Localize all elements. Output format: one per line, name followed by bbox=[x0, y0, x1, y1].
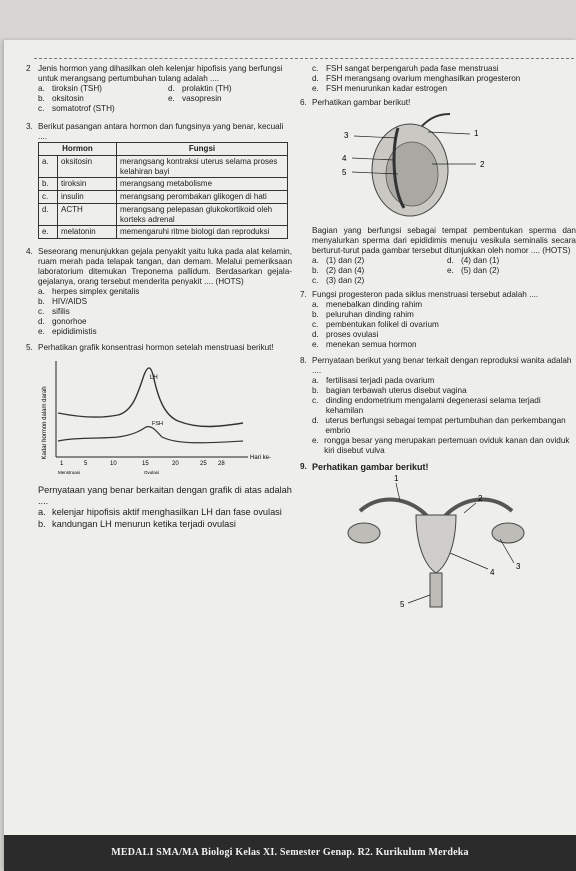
option[interactable]: c. dinding endometrium mengalami degenerasi selama terjadi kehamilan bbox=[312, 396, 541, 415]
hormone-graph bbox=[38, 353, 288, 481]
page-footer: MEDALI SMA/MA Biologi Kelas XI. Semester Genap. R2. Kurikulum Merdeka bbox=[4, 835, 576, 871]
graph-ylabel: Kadar hormon dalam darah bbox=[42, 386, 48, 460]
question-8 bbox=[300, 356, 576, 456]
option[interactable]: d. (4) dan (1) bbox=[447, 256, 500, 265]
label-1: 1 bbox=[474, 129, 479, 138]
label-3: 3 bbox=[516, 561, 521, 571]
lh-label: LH bbox=[150, 375, 158, 381]
option[interactable]: c. FSH sangat berpengaruh pada fase menstruasi bbox=[312, 64, 499, 73]
question-text: Jenis hormon yang dihasilkan oleh kelenjar hipofisis yang berfungsi untuk merangsang pertumbuhan tulang adalah .... bbox=[38, 64, 283, 83]
x-ticks bbox=[60, 461, 225, 467]
option[interactable]: e. FSH menurunkan kadar estrogen bbox=[312, 84, 448, 93]
question-text: Perhatikan grafik konsentrasi hormon setelah menstruasi berikut! bbox=[38, 343, 274, 352]
tick-label: 1 bbox=[60, 461, 64, 467]
question-number: 3. bbox=[26, 122, 33, 131]
question-5 bbox=[26, 343, 292, 530]
option[interactable]: e. epididimistis bbox=[38, 327, 97, 336]
option[interactable]: d. gonorhoe bbox=[38, 317, 87, 326]
options bbox=[38, 507, 292, 529]
question-number: 8. bbox=[300, 356, 307, 365]
question-number: 2 bbox=[26, 64, 31, 73]
question-2 bbox=[26, 64, 292, 114]
question-6 bbox=[300, 98, 576, 286]
option[interactable]: e. rongga besar yang merupakan pertemuan oviduk kanan dan oviduk kiri disebut vulva bbox=[312, 436, 570, 455]
tick-label: 25 bbox=[200, 461, 207, 467]
table-row[interactable]: c. insulin merangsang perombakan glikogen di hati bbox=[39, 191, 288, 204]
option[interactable]: e. menekan semua hormon bbox=[312, 340, 417, 349]
worksheet-page bbox=[4, 40, 576, 871]
left-oviduct bbox=[360, 499, 428, 516]
top-divider bbox=[34, 58, 574, 59]
option[interactable]: a. herpes simplex genitalis bbox=[38, 287, 140, 296]
fsh-label: FSH bbox=[152, 421, 163, 427]
vas-deferens-shape bbox=[422, 114, 450, 126]
label-2: 2 bbox=[478, 493, 483, 503]
question-7 bbox=[300, 290, 576, 350]
question-stem: Bagian yang berfungsi sebagai tempat pembentukan sperma dan menyalurkan sperma dari epididimis menuju vesikula seminalis secara berturut-turut pada gambar tersebut ditunjukkan oleh nomor .... (HOTS) bbox=[312, 226, 576, 255]
question-number: 9. bbox=[300, 462, 307, 471]
option[interactable]: a. kelenjar hipofisis aktif menghasilkan LH dan fase ovulasi bbox=[38, 507, 282, 518]
question-stem: Pernyataan yang benar berkaitan dengan grafik di atas adalah .... bbox=[38, 485, 292, 507]
question-text: Fungsi progesteron pada siklus menstruasi tersebut adalah .... bbox=[312, 290, 539, 299]
option[interactable]: a. (1) dan (2) bbox=[312, 256, 365, 265]
tick-label: 10 bbox=[110, 461, 117, 467]
options bbox=[312, 300, 576, 350]
label-4: 4 bbox=[342, 154, 347, 163]
label-5: 5 bbox=[342, 168, 347, 177]
uterus bbox=[416, 515, 456, 573]
label-2: 2 bbox=[480, 160, 485, 169]
option[interactable]: c. somatotrof (STH) bbox=[38, 104, 115, 113]
tick-label: 5 bbox=[84, 461, 88, 467]
option[interactable]: a. menebalkan dinding rahim bbox=[312, 300, 423, 309]
question-text: Perhatikan gambar berikut! bbox=[312, 462, 429, 472]
question-3 bbox=[26, 122, 292, 239]
table-row[interactable]: a. oksitosin merangsang kontraksi uterus selama proses kelahiran bayi bbox=[39, 155, 288, 178]
tick-label: 15 bbox=[142, 461, 149, 467]
left-ovary bbox=[348, 523, 380, 543]
label-line bbox=[464, 503, 476, 513]
option[interactable]: b. oksitosin bbox=[38, 94, 84, 103]
right-ovary bbox=[492, 523, 524, 543]
table-row[interactable]: b. tiroksin merangsang metabolisme bbox=[39, 178, 288, 191]
label-line bbox=[450, 553, 488, 569]
question-2-options-cont bbox=[312, 64, 576, 94]
question-text: Seseorang menunjukkan gejala penyakit yaitu luka pada alat kelamin, ruam merah pada telapak tangan, dan demam. Melalui pemeriksaan laboratorium ditemukan Treponema pallidum. Berdasarkan gejala-gejalanya, orang tersebut menderita penyakit .... (HOTS) bbox=[38, 247, 292, 286]
question-text: Pernyataan berikut yang benar terkait dengan reproduksi wanita adalah .... bbox=[312, 356, 572, 375]
question-number: 4. bbox=[26, 247, 33, 256]
label-1: 1 bbox=[394, 473, 399, 483]
left-column bbox=[26, 64, 292, 530]
right-column bbox=[300, 64, 576, 623]
option[interactable]: b. (2) dan (4) bbox=[312, 266, 365, 275]
fsh-line bbox=[58, 427, 243, 443]
tick-label: 28 bbox=[218, 461, 225, 467]
column-header: Hormon bbox=[39, 143, 117, 156]
label-line bbox=[428, 132, 470, 134]
table-row[interactable]: d. ACTH merangsang pelepasan glukokortikoid oleh korteks adrenal bbox=[39, 203, 288, 226]
female-reproductive-diagram bbox=[300, 473, 570, 623]
table-row[interactable]: e. melatonin memengaruhi ritme biologi dan reproduksi bbox=[39, 226, 288, 239]
option[interactable]: b. peluruhan dinding rahim bbox=[312, 310, 414, 319]
menstruasi-note: Menstruasi bbox=[58, 470, 81, 475]
option[interactable]: c. sifilis bbox=[38, 307, 70, 316]
question-text: Berikut pasangan antara hormon dan fungsinya yang benar, kecuali .... bbox=[38, 122, 284, 141]
ovulasi-note: Ovulasi bbox=[144, 470, 160, 475]
option[interactable]: d. FSH merangsang ovarium menghasilkan progesteron bbox=[312, 74, 521, 83]
hormone-table bbox=[38, 142, 288, 239]
option[interactable]: c. pembentukan folikel di ovarium bbox=[312, 320, 439, 329]
question-number: 5. bbox=[26, 343, 33, 352]
option[interactable]: a. tiroksin (TSH) bbox=[38, 84, 103, 93]
label-5: 5 bbox=[400, 599, 405, 609]
question-9 bbox=[300, 462, 576, 623]
option[interactable]: b. HIV/AIDS bbox=[38, 297, 88, 306]
option[interactable]: d. prolaktin (TH) bbox=[168, 84, 232, 93]
options bbox=[38, 287, 292, 337]
option[interactable]: d. proses ovulasi bbox=[312, 330, 379, 339]
column-header: Fungsi bbox=[117, 143, 288, 156]
testis-diagram bbox=[300, 108, 564, 224]
vagina bbox=[430, 573, 442, 607]
option[interactable]: c. (3) dan (2) bbox=[312, 276, 365, 285]
options bbox=[312, 256, 576, 286]
question-text: Perhatikan gambar berikut! bbox=[312, 98, 411, 107]
graph-xlabel: Hari ke- bbox=[250, 455, 272, 461]
option[interactable]: b. kandungan LH menurun ketika terjadi ovulasi bbox=[38, 518, 236, 529]
question-4 bbox=[26, 247, 292, 337]
label-line bbox=[408, 595, 430, 603]
option[interactable]: e. vasopresin bbox=[168, 94, 222, 103]
label-3: 3 bbox=[344, 131, 349, 140]
options bbox=[312, 376, 576, 456]
table-header-row bbox=[39, 143, 288, 156]
question-number: 7. bbox=[300, 290, 307, 299]
option[interactable]: e. (5) dan (2) bbox=[447, 266, 500, 275]
label-4: 4 bbox=[490, 567, 495, 577]
option[interactable]: a. fertilisasi terjadi pada ovarium bbox=[312, 376, 435, 385]
tick-label: 20 bbox=[172, 461, 179, 467]
options bbox=[38, 84, 292, 114]
option[interactable]: b. bagian terbawah uterus disebut vagina bbox=[312, 386, 467, 395]
question-number: 6. bbox=[300, 98, 307, 107]
option[interactable]: d. uterus berfungsi sebagai tempat pertumbuhan dan perkembangan embrio bbox=[312, 416, 566, 435]
